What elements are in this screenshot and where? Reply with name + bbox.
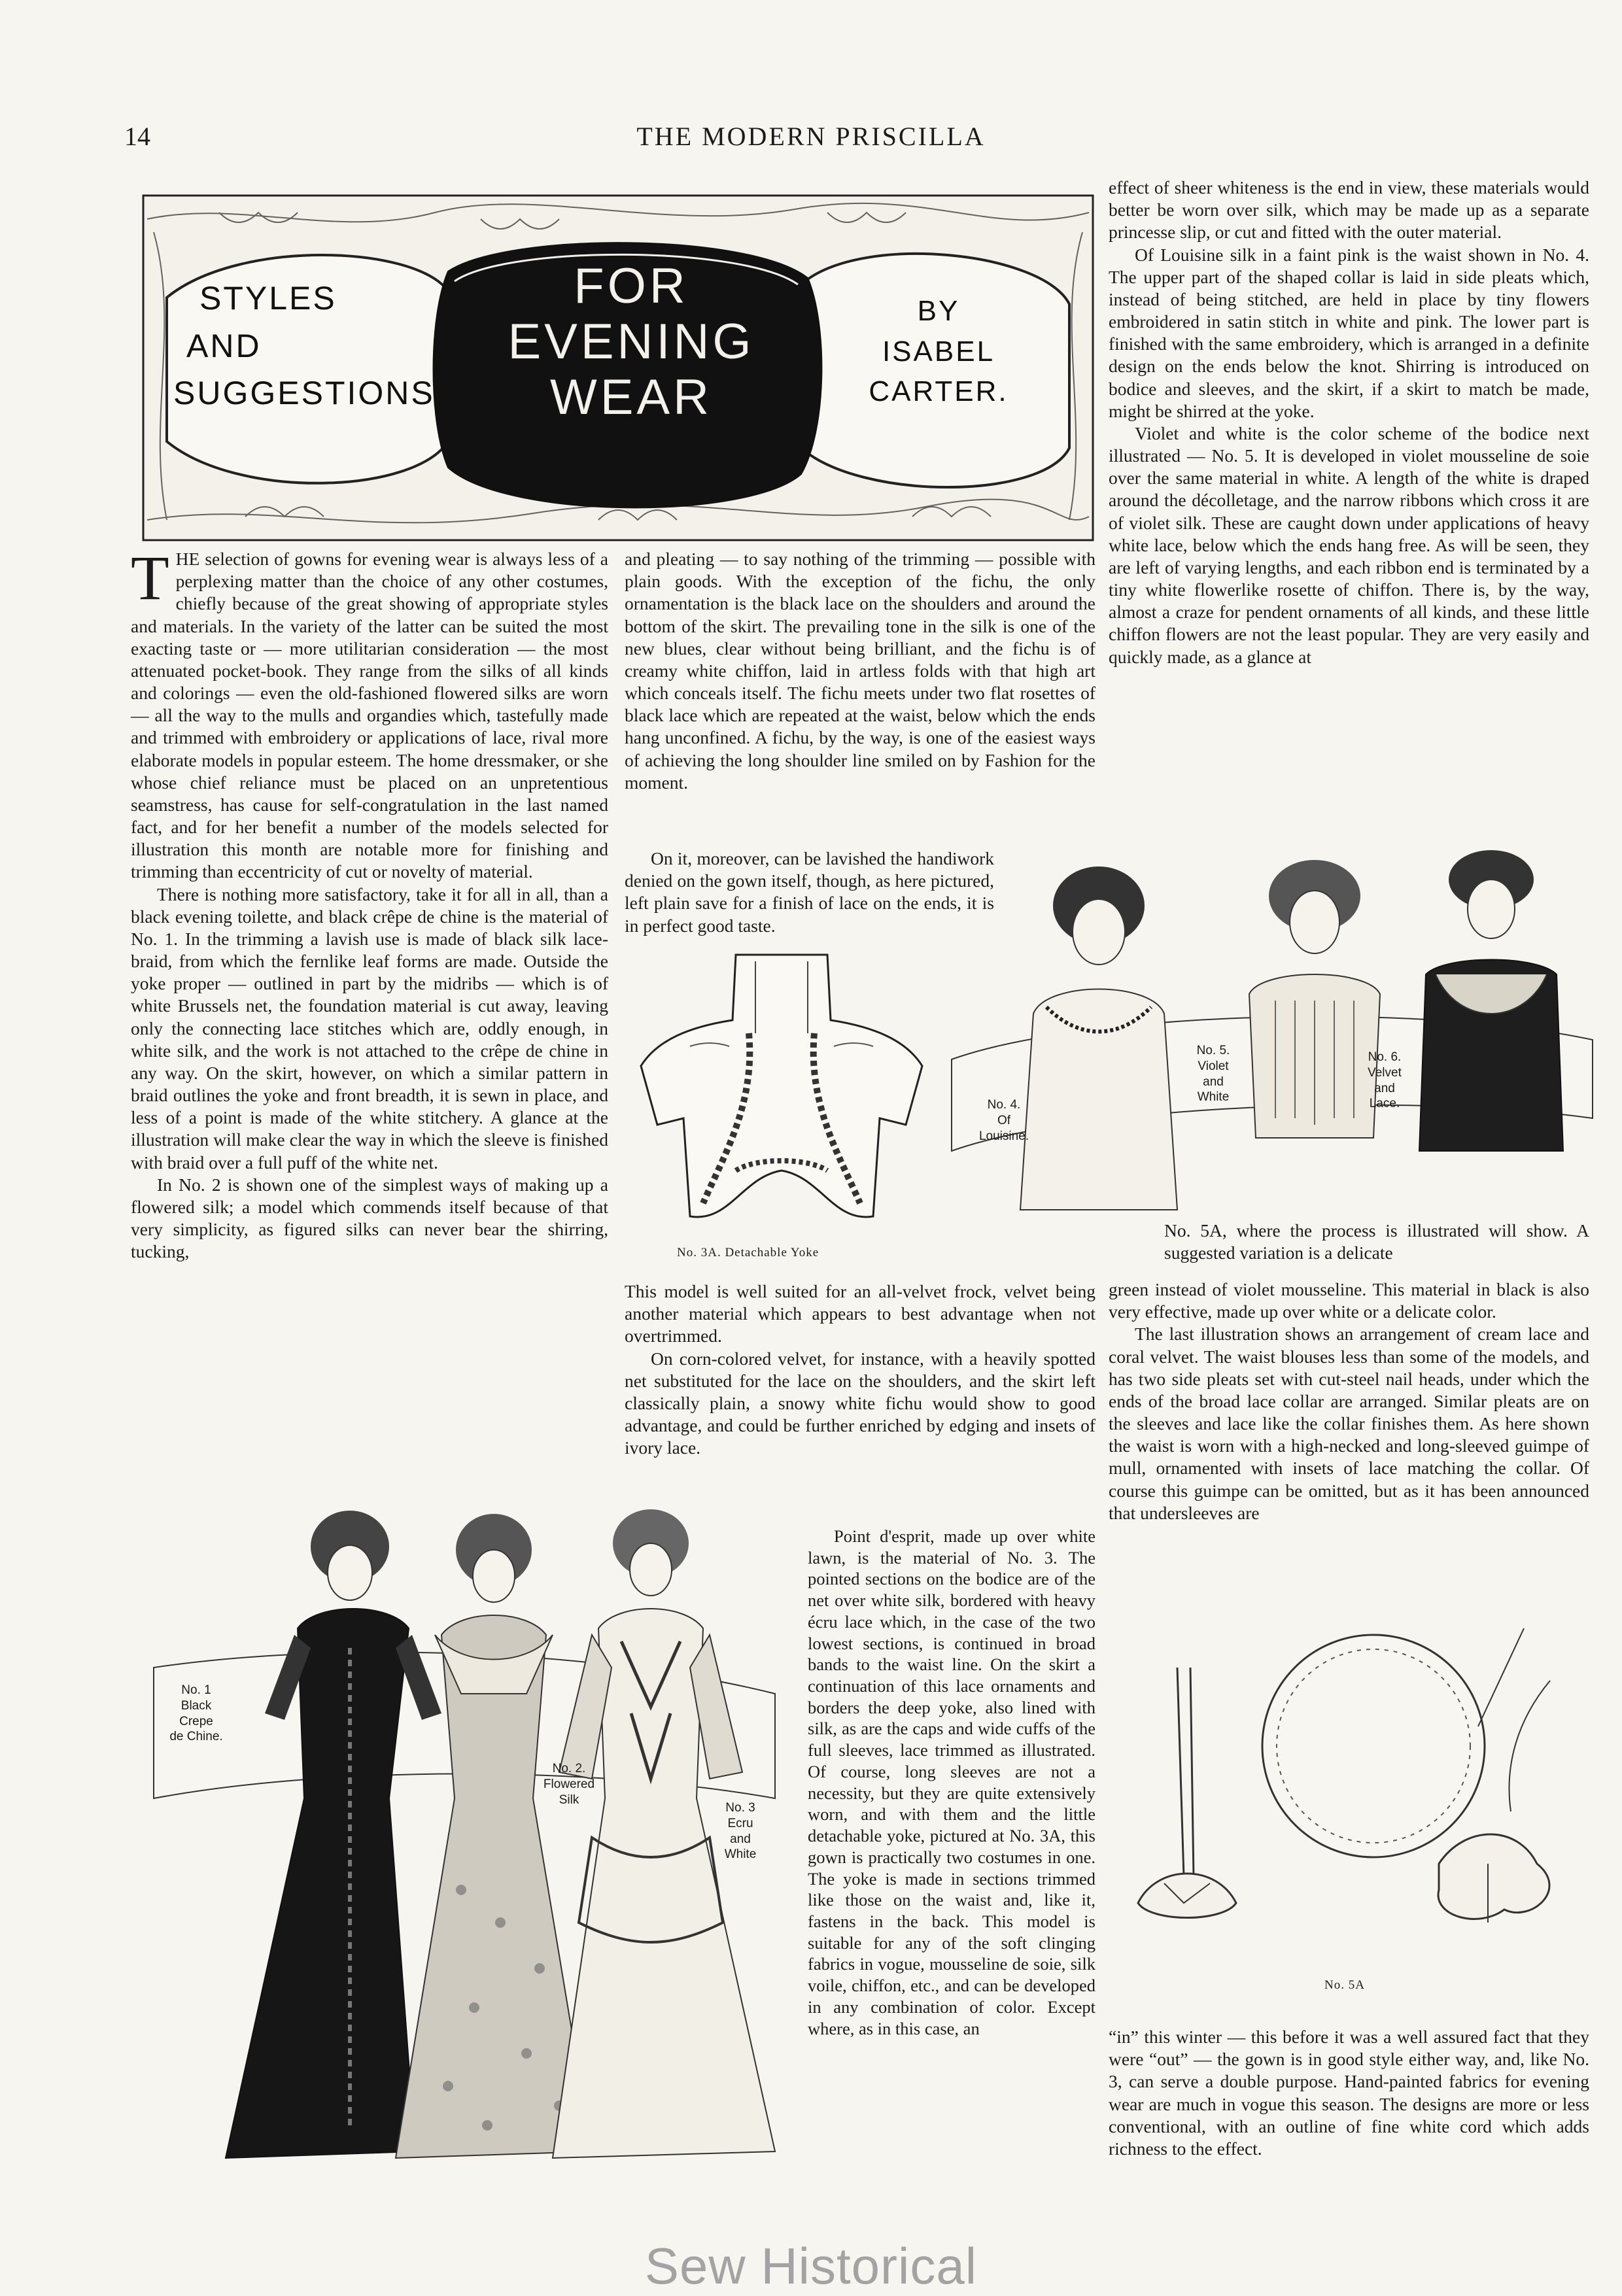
label-no-1-line-3: Crepe <box>179 1714 213 1728</box>
column-2-paragraph-4: On corn-colored velvet, for instance, with a heavily spotted net substituted for the lace on the shoulders, and the skirt left classically plain, a snowy white fichu would show to good advantage, and could be further enriched by edging and insets of ivory lace. <box>625 1348 1096 1458</box>
label-no-6 <box>1349 1050 1421 1112</box>
article-column-3-middle <box>1109 1278 1589 1524</box>
title-banner <box>141 193 1096 543</box>
label-no-6-line-4: Lace. <box>1369 1097 1400 1111</box>
label-no-2-line-1: No. 2. <box>552 1762 586 1775</box>
label-no-1-line-4: de Chine. <box>169 1730 223 1744</box>
column-3-paragraph-4: No. 5A, where the process is illustrated will show. A suggested variation is a delicate <box>1164 1220 1589 1263</box>
label-no-2-line-3: Silk <box>559 1792 579 1807</box>
article-column-3-top <box>1109 177 1589 668</box>
label-no-3-line-4: White <box>724 1847 757 1862</box>
yoke-caption: No. 3A. Detachable Yoke <box>677 1246 820 1259</box>
label-no-1 <box>150 1683 242 1745</box>
article-column-2-bottom <box>808 1526 1096 2039</box>
label-no-3-line-3: and <box>730 1832 751 1846</box>
banner-left-text <box>160 275 446 417</box>
banner-left-line-1: STYLES <box>199 280 337 317</box>
label-no-3-line-2: Ecru <box>727 1816 753 1830</box>
column-2-paragraph-2: On it, moreover, can be lavished the handiwork denied on the gown itself, though, as here pictured, left plain save for a finish of lace on the ends, it is in perfect good taste. <box>625 848 994 936</box>
column-1-paragraph-3: In No. 2 is shown one of the simplest ways of making up a flowered silk; a model which commends itself because of that very simplicity, as figured silks can never bear the shirring, tucking, <box>131 1174 608 1262</box>
column-2-paragraph-1: and pleating — to say nothing of the trimming — possible with plain goods. With the exception of the fichu, the only ornamentation is the black lace on the shoulders and around the bottom of the skirt. The prevailing tone in the silk is one of the new blues, clear without being brilliant, and the fichu is of creamy white chiffon, laid in artless folds with that high art which conceals itself. The fichu meets under two flat rosettes of black lace which are repeated at the waist, below which the ends hang unconfined. A fichu, by the way, is one of the easiest ways of achieving the long shoulder line smiled on by Fashion for the moment. <box>625 549 1096 793</box>
banner-left-line-2: AND <box>186 327 262 364</box>
banner-byline-line-2: ISABEL <box>882 335 995 368</box>
label-no-2-line-2: Flowered <box>543 1777 595 1791</box>
label-no-1-line-2: Black <box>181 1698 212 1713</box>
drop-cap: T <box>131 543 169 613</box>
banner-byline-line-3: CARTER. <box>869 375 1009 408</box>
yoke-illustration <box>625 942 939 1242</box>
label-no-5-line-1: No. 5. <box>1196 1044 1230 1057</box>
column-2-paragraph-3: This model is well suited for an all-velvet frock, velvet being another material which appears to best advantage when not overtrimmed. <box>625 1281 1096 1346</box>
column-3-paragraph-3: Violet and white is the color scheme of the bodice next illustrated — No. 5. It is developed in violet mousseline de soie over the same material in white. A length of the white is draped around the décolletage, and the narrow ribbons which cross it are of violet silk. These are caught down under applications of heavy white lace, below which the ends hang free. As will be seen, they are left of varying lengths, and each ribbon end is terminated by a tiny white flowerlike rosette of chiffon. There is, by the way, almost a craze for pendent ornaments of all kinds, and these little chiffon flowers are not the least popular. They are very easily and quickly made, as a glance at <box>1109 422 1589 667</box>
banner-left-line-3: SUGGESTIONS. <box>173 375 446 411</box>
article-column-2-top <box>625 548 1096 794</box>
article-column-2-top-b <box>625 848 994 937</box>
banner-byline-line-1: BY <box>917 295 960 327</box>
label-no-3-line-1: No. 3 <box>725 1801 755 1815</box>
banner-center-line-2: EVENING <box>508 314 755 370</box>
gowns-illustration <box>134 1498 788 2165</box>
banner-center-text <box>468 258 795 425</box>
running-title: THE MODERN PRISCILLA <box>636 122 986 151</box>
label-no-4-line-2: Of <box>997 1113 1011 1127</box>
label-no-5-line-2: Violet <box>1198 1059 1229 1073</box>
label-no-4-line-3: Louisine. <box>978 1129 1029 1143</box>
article-column-1 <box>131 543 608 1263</box>
label-no-5 <box>1177 1043 1249 1105</box>
label-no-4-line-1: No. 4. <box>987 1098 1021 1112</box>
column-3-paragraph-2: Of Louisine silk in a faint pink is the waist shown in No. 4. The upper part of the shaped collar is laid in side pleats which, instead of being stitched, are held in place by tiny flowers embroidered in satin stitch in white and pink. The lower part is finished with the same embroidery, which is arranged in a definite design on the ends below the knot. Shirring is introduced on bodice and sleeves, and the skirt, if a skirt to match be made, might be shirred at the yoke. <box>1109 244 1589 421</box>
column-3-paragraph-7: “in” this winter — this before it was a well assured fact that they were “out” — the gown is in good style either way, and, like No. 3, can serve a double purpose. Hand-painted fabrics for evening wear are much in vogue this season. The designs are more or less conventional, with an outline of fine white cord which adds richness to the effect. <box>1109 2027 1589 2159</box>
label-no-3 <box>704 1800 776 1862</box>
label-no-6-line-2: Velvet <box>1368 1065 1402 1080</box>
banner-byline <box>821 291 1056 412</box>
column-3-paragraph-1: effect of sheer whiteness is the end in view, these materials would better be worn over silk, which may be made up as a separate princesse slip, or cut and fitted with the outer material. <box>1109 177 1589 243</box>
label-no-2 <box>530 1761 608 1808</box>
detachable-yoke-drawing <box>625 942 939 1242</box>
gowns-drawing <box>134 1498 788 2165</box>
article-column-2-middle <box>625 1280 1096 1459</box>
waists-illustration <box>948 844 1596 1275</box>
label-no-1-line-1: No. 1 <box>181 1683 211 1697</box>
label-no-6-line-3: and <box>1374 1081 1395 1095</box>
rosette-process-drawing <box>1112 1615 1589 1981</box>
label-no-5-line-3: and <box>1203 1074 1224 1089</box>
column-1-paragraph-1: HE selection of gowns for evening wear is always less of a perplexing matter than the choice of any other costumes, chiefly because of the great showing of appropriate styles and materials. In the variety of the latter can be suited the most exacting taste or — more utilitarian consideration — the most attenuated pocket-book. They range from the silks of all kinds and colorings — even the old-fashioned flowered silks are worn — all the way to the mulls and organdies which, tastefully made and trimmed with embroidery or applications of lace, rival more elaborate models in popular esteem. The home dressmaker, or she whose chief reliance must be placed on an unpretentious seamstress, has cause for self-congratulation in the last named fact, and for her benefit a number of the models selected for illustration this month are notable more for finishing and trimming than eccentricity of cut or novelty of material. <box>131 549 608 882</box>
label-no-4 <box>961 1097 1046 1144</box>
article-column-3-bottom <box>1109 2026 1589 2160</box>
label-no-6-line-1: No. 6. <box>1368 1050 1402 1064</box>
column-3-paragraph-5: green instead of violet mousseline. This material in black is also very effective, made up over white or a delicate color. <box>1109 1279 1589 1322</box>
banner-center-line-3: WEAR <box>550 369 712 426</box>
banner-center-line-1: FOR <box>574 258 689 314</box>
column-1-paragraph-2: There is nothing more satisfactory, take it for all in all, than a black evening toilette, and black crêpe de chine is the material of No. 1. In the trimming a lavish use is made of black silk lace-braid, from which the fernlike leaf forms are made. Outside the yoke proper — outlined in part by the midribs — which is of white Brussels net, the foundation material is cut away, leaving only the connecting lace stitches which are, oddly enough, in white silk, and the work is not attached to the crêpe de chine in any way. On the skirt, however, on which a similar pattern in braid outlines the yoke and front breadth, it is sewn in place, and less of a point is made of the white stitchery. A glance at the illustration will make clear the way in which the sleeve is finished with braid over a full puff of the white net. <box>131 883 608 1173</box>
page-number: 14 <box>124 122 150 151</box>
column-2-paragraph-5: Point d'esprit, made up over white lawn, is the material of No. 3. The pointed sections on the bodice are of the net over white silk, bordered with heavy écru lace which, in the case of the two lowest sections, is continued in broad bands to the waist line. On the skirt a continuation of this lace ornaments and borders the deep yoke, also lined with silk, as are the caps and wide cuffs of the full sleeves, lace trimmed as illustrated. Of course, long sleeves are not a necessity, but they are quite extensively worn, and with them and the little detachable yoke, pictured at No. 3A, this gown is practically two costumes in one. The yoke is made in sections trimmed like those on the waist and, like it, fastens in the back. This model is suitable for any of the soft clinging fabrics in vogue, mousseline de soie, silk voile, chiffon, etc., and can be developed in any combination of color. Except where, as in this case, an <box>808 1526 1096 2038</box>
article-column-3-lead <box>1164 1220 1589 1264</box>
column-3-paragraph-6: The last illustration shows an arrangement of cream lace and coral velvet. The waist blouses less than some of the models, and has two side pleats set with cut-steel nail heads, under which the ends of the broad lace collar are arranged. Similar pleats are on the sleeves and lace like the collar finishes them. As here shown the waist is worn with a high-necked and long-sleeved guimpe of mull, ornamented with insets of lace matching the collar. Of course this guimpe can be omitted, but as it has been announced that undersleeves are <box>1109 1324 1589 1523</box>
waists-drawing <box>948 844 1596 1275</box>
rosette-illustration <box>1112 1615 1589 1981</box>
label-no-5-line-4: White <box>1197 1090 1230 1105</box>
rosette-caption: No. 5A <box>1324 1978 1365 1992</box>
watermark: Sew Historical <box>644 2237 978 2295</box>
